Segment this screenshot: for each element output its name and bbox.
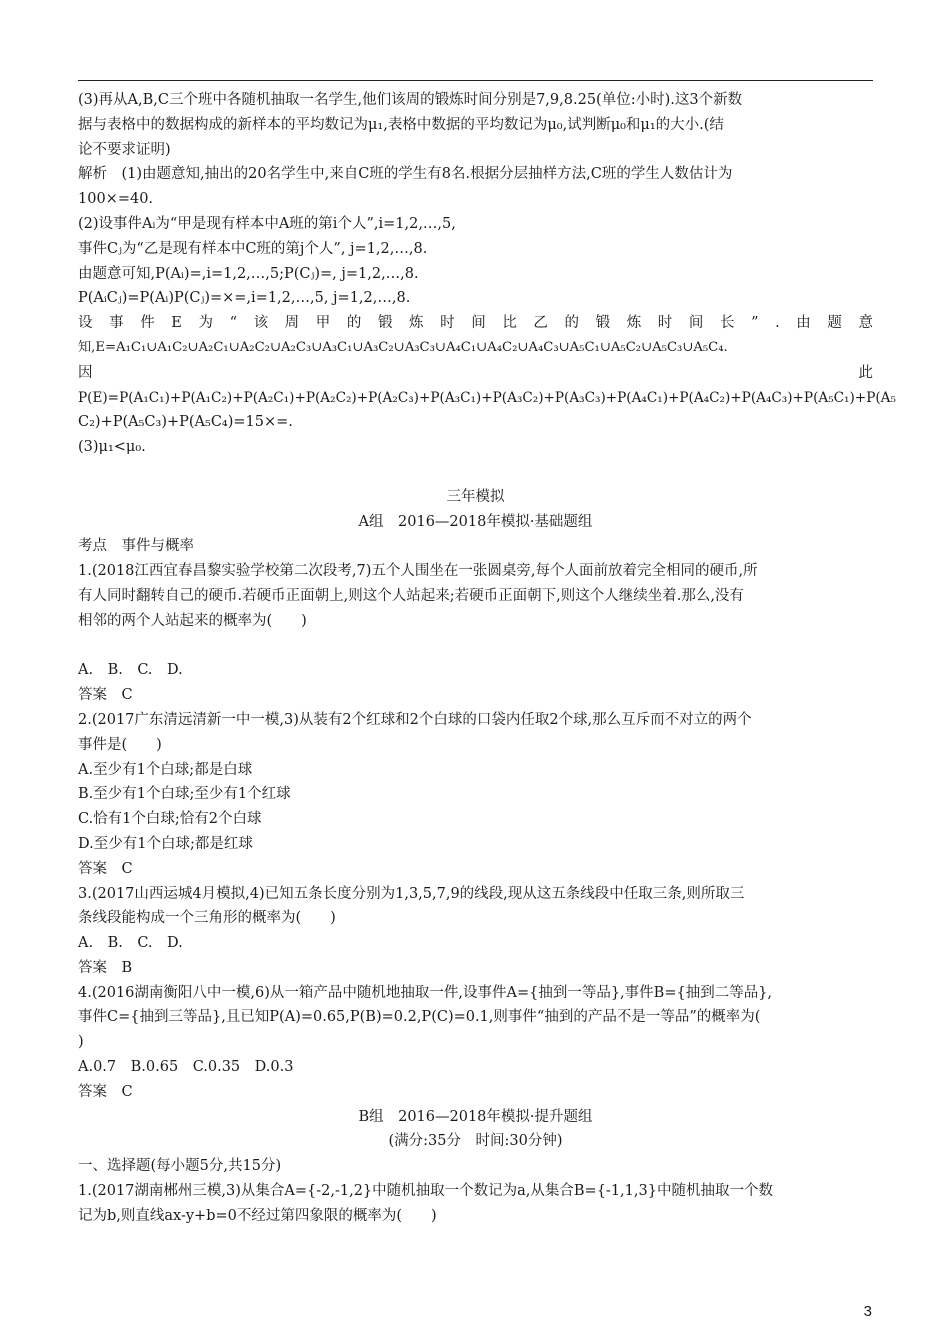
text-line: (3)再从A,B,C三个班中各随机抽取一名学生,他们该周的锻炼时间分别是7,9,8.25(单位:小时).这3个新数 bbox=[78, 92, 743, 108]
glyph: 为 bbox=[198, 315, 213, 332]
text-line: 据与表格中的数据构成的新样本的平均数记为μ₁,表格中数据的平均数记为μ₀,试判断μ₀和μ₁的大小.(结 bbox=[78, 116, 724, 133]
text-line: 由题意可知,P(Aᵢ)=,i=1,2,…,5;P(Cⱼ)=, j=1,2,…,8. bbox=[78, 265, 419, 282]
glyph: 时 bbox=[657, 315, 673, 332]
question-line: 事件C={抽到三等品},且已知P(A)=0.65,P(B)=0.2,P(C)=0.1,则事件“抽到的产品不是一等品”的概率为( bbox=[78, 1009, 761, 1026]
question-line: 事件是( ) bbox=[78, 736, 162, 753]
group-title: B组 2016—2018年模拟·提升题组 bbox=[358, 1108, 593, 1125]
question-line: 3.(2017山西运城4月模拟,4)已知五条长度分别为1,3,5,7,9的线段,现从这五条线段中任取三条,则所取三 bbox=[78, 885, 745, 902]
option-line: A.至少有1个白球;都是白球 bbox=[78, 761, 253, 778]
option-line: B.至少有1个白球;至少有1个红球 bbox=[78, 786, 291, 803]
glyph: 时 bbox=[440, 315, 455, 332]
text-line: 事件Cⱼ为“乙是现有样本中C班的第j个人”, j=1,2,…,8. bbox=[78, 240, 428, 257]
glyph: 题 bbox=[827, 315, 842, 332]
glyph: E bbox=[171, 315, 182, 332]
text-line: C₂)+P(A₅C₃)+P(A₅C₄)=15×=. bbox=[78, 414, 293, 431]
glyph: 炼 bbox=[409, 315, 424, 332]
option-line: C.恰有1个白球;恰有2个白球 bbox=[78, 811, 262, 828]
answer-line: 答案 C bbox=[78, 687, 133, 704]
glyph: 由 bbox=[796, 315, 811, 332]
spacer bbox=[78, 460, 873, 485]
glyph: 甲 bbox=[315, 315, 331, 332]
glyph: 长 bbox=[719, 315, 735, 332]
options-line: A.0.7 B.0.65 C.0.35 D.0.3 bbox=[78, 1059, 294, 1076]
options-line: A. B. C. D. bbox=[78, 662, 183, 679]
glyph: 周 bbox=[284, 315, 300, 332]
section-title: 三年模拟 bbox=[446, 488, 505, 505]
document-body bbox=[78, 88, 896, 1229]
justified-line bbox=[78, 361, 873, 386]
answer-line: 答案 C bbox=[78, 1083, 133, 1100]
section-heading: 一、选择题(每小题5分,共15分) bbox=[78, 1158, 282, 1175]
text-line: (3)μ₁<μ₀. bbox=[78, 439, 146, 456]
question-line: 1.(2017湖南郴州三模,3)从集合A={-2,-1,2}中随机抽取一个数记为a,从集合B={-1,1,3}中随机抽取一个数 bbox=[78, 1183, 773, 1200]
glyph: 锻 bbox=[377, 315, 393, 332]
glyph: 事 bbox=[109, 315, 124, 332]
glyph: ” bbox=[751, 315, 759, 332]
glyph: 因 bbox=[78, 364, 93, 381]
glyph: 设 bbox=[78, 315, 93, 332]
text-line: 100×=40. bbox=[78, 191, 154, 208]
text-line: P(AᵢCⱼ)=P(Aᵢ)P(Cⱼ)=×=,i=1,2,…,5, j=1,2,…,8. bbox=[78, 290, 411, 307]
question-line: 有人同时翻转自己的硬币.若硬币正面朝上,则这个人站起来;若硬币正面朝下,则这个人继续坐着.那么,没有 bbox=[78, 587, 744, 604]
question-line: 相邻的两个人站起来的概率为( ) bbox=[78, 612, 307, 629]
glyph: 的 bbox=[564, 315, 580, 332]
glyph: 的 bbox=[346, 315, 362, 332]
glyph: 比 bbox=[502, 315, 517, 332]
answer-line: 答案 B bbox=[78, 959, 133, 976]
glyph: 锻 bbox=[595, 315, 611, 332]
group-subtitle: (满分:35分 时间:30分钟) bbox=[388, 1133, 563, 1150]
question-line: ) bbox=[78, 1034, 84, 1051]
question-line: 条线段能构成一个三角形的概率为( ) bbox=[78, 910, 336, 927]
text-line: 论不要求证明) bbox=[78, 141, 171, 158]
glyph: 意 bbox=[858, 315, 873, 332]
glyph: 间 bbox=[688, 315, 704, 332]
text-line: (2)设事件Aᵢ为“甲是现有样本中A班的第i个人”,i=1,2,…,5, bbox=[78, 215, 456, 232]
question-line: 记为b,则直线ax-y+b=0不经过第四象限的概率为( ) bbox=[78, 1207, 437, 1224]
topic-heading: 考点 事件与概率 bbox=[78, 538, 194, 555]
text-line: 知,E=A₁C₁∪A₁C₂∪A₂C₁∪A₂C₂∪A₂C₃∪A₃C₁∪A₃C₂∪A₃C₃∪A₄C₁∪A₄C₂∪A₄C₃∪A₅C₁∪A₅C₂∪A₅C₃∪A₅C₄. bbox=[78, 339, 728, 355]
question-line: 2.(2017广东清远清新一中一模,3)从装有2个红球和2个白球的口袋内任取2个球,那么互斥而不对立的两个 bbox=[78, 711, 752, 728]
glyph: 件 bbox=[140, 315, 155, 332]
glyph: 间 bbox=[471, 315, 486, 332]
spacer bbox=[78, 634, 873, 659]
question-line: 1.(2018江西宜春昌黎实验学校第二次段考,7)五个人围坐在一张圆桌旁,每个人面前放着完全相同的硬币,所 bbox=[78, 563, 758, 580]
glyph: 此 bbox=[858, 364, 873, 381]
text-line: P(E)=P(A₁C₁)+P(A₁C₂)+P(A₂C₁)+P(A₂C₂)+P(A₂C₃)+P(A₃C₁)+P(A₃C₂)+P(A₃C₃)+P(A₄C₁)+P(A₄C₂)+P(A₄C₃)+P(A₅C₁)+P(A₅ bbox=[78, 389, 896, 406]
glyph: 炼 bbox=[626, 315, 642, 332]
glyph: 该 bbox=[253, 315, 269, 332]
page-number: 3 bbox=[863, 1303, 872, 1320]
group-title: A组 2016—2018年模拟·基础题组 bbox=[358, 513, 593, 530]
glyph: 乙 bbox=[533, 315, 548, 332]
question-line: 4.(2016湖南衡阳八中一模,6)从一箱产品中随机地抽取一件,设事件A={抽到一等品},事件B={抽到二等品}, bbox=[78, 984, 773, 1001]
option-line: D.至少有1个白球;都是红球 bbox=[78, 835, 253, 852]
glyph: “ bbox=[229, 315, 237, 332]
glyph: . bbox=[775, 315, 780, 332]
answer-line: 答案 C bbox=[78, 860, 133, 877]
solution-line: 解析 (1)由题意知,抽出的20名学生中,来自C班的学生有8名.根据分层抽样方法,C班的学生人数估计为 bbox=[78, 166, 733, 183]
options-line: A. B. C. D. bbox=[78, 935, 183, 952]
header-rule bbox=[78, 80, 873, 81]
justified-line bbox=[78, 311, 873, 336]
